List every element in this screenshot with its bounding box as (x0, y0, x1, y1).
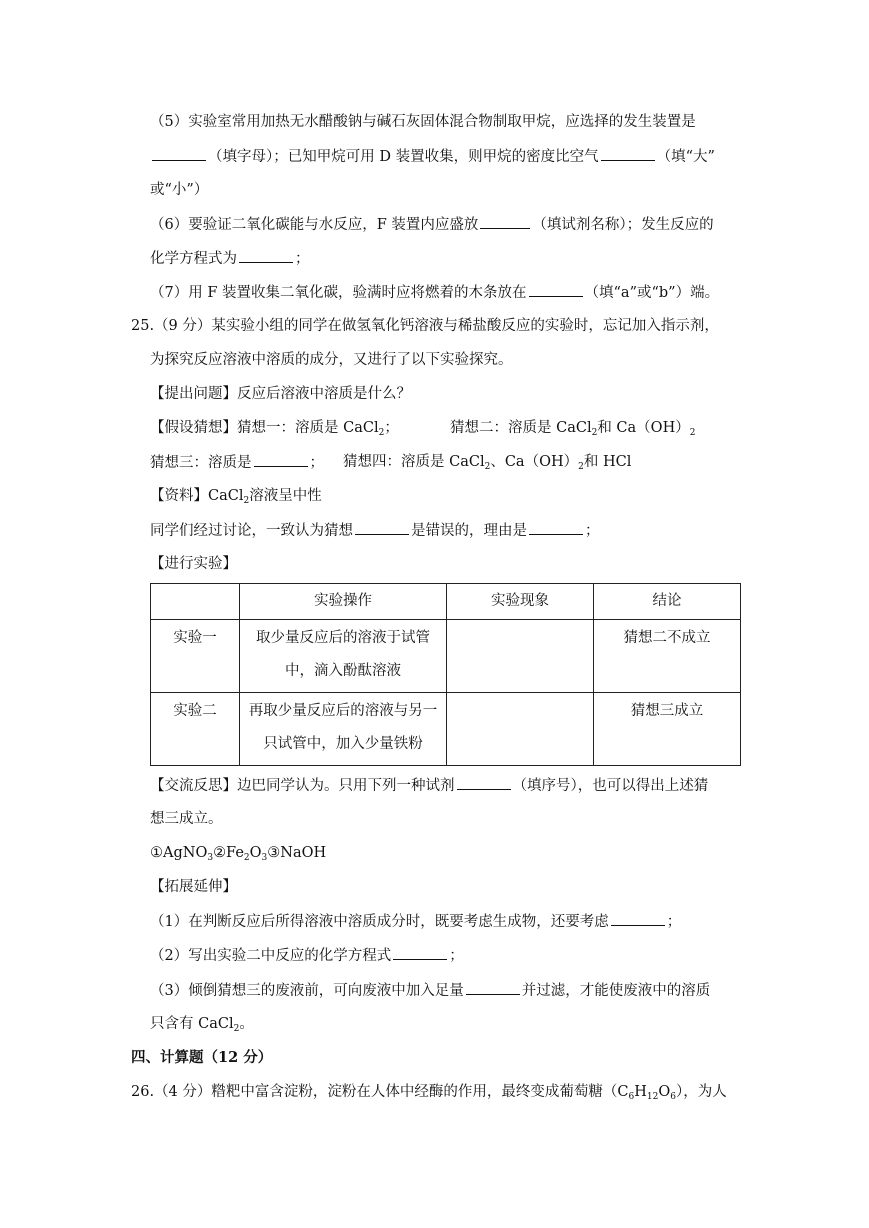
table-header-cell: 实验现象 (447, 584, 594, 620)
q25-options: $①AgNO_3②Fe_2O_3③NaOH$ (150, 845, 327, 863)
table-cell-operation: 取少量反应后的溶液于试管 中，滴入酚酞溶液 (240, 620, 447, 693)
table-header-cell: 实验操作 (240, 584, 447, 620)
q25-extension-3-line2: 只含有 CaCl$_2$。 (150, 1016, 254, 1034)
q26-title: 26.（4 分）糌粑中富含淀粉，淀粉在人体中经酶的作用，最终变成葡萄糖$(C_6H_{12}O_6)$，为人 (131, 1084, 727, 1102)
q24-part6-line1: （6）要验证二氧化碳能与水反应，F 装置内应盛放 （填试剂名称）；发生反应的 (150, 214, 714, 235)
table-header-row (151, 584, 741, 620)
q25-title-line2: 为探究反应溶液中溶质的成分，又进行了以下实验探究。 (150, 352, 513, 368)
q25-extension-2: （2）写出实验二中反应的化学方程式 ； (150, 945, 464, 966)
answer-blank (466, 980, 520, 995)
answer-blank (457, 775, 511, 790)
q25-discussion: 同学们经过讨论，一致认为猜想 是错误的，理由是 ； (150, 520, 600, 541)
answer-blank (529, 282, 583, 297)
section-heading: 四、计算题（12 分） (131, 1049, 273, 1066)
q25-experiment-heading: 【进行实验】 (150, 556, 237, 572)
q25-reflection-line1: 【交流反思】边巴同学认为。只用下列一种试剂 （填序号），也可以得出上述猜 (150, 775, 708, 796)
answer-blank (480, 214, 530, 229)
q24-part7: （7）用 F 装置收集二氧化碳，验满时应将燃着的木条放在 （填“a”或“b”）端。 (150, 282, 719, 303)
table-header-cell (151, 584, 240, 620)
answer-blank (611, 911, 665, 926)
answer-blank (601, 146, 655, 161)
table-cell-phenomenon (447, 693, 594, 766)
q24-part5-line2: （填字母）；已知甲烷可用 D 装置收集，则甲烷的密度比空气 （填“大” (150, 146, 715, 167)
table-cell-experiment: 实验二 (151, 693, 240, 766)
table-cell-experiment: 实验一 (151, 620, 240, 693)
answer-blank (355, 520, 409, 535)
experiment-table (150, 583, 741, 766)
q25-reflection-line2: 想三成立。 (150, 811, 223, 827)
answer-blank (239, 248, 293, 263)
answer-blank (152, 146, 206, 161)
answer-blank (529, 520, 583, 535)
q25-extension-3-line1: （3）倾倒猜想三的废液前，可向废液中加入足量 并过滤，才能使废液中的溶质 (150, 980, 710, 1001)
answer-blank (254, 452, 308, 467)
q25-extension-1: （1）在判断反应后所得溶液中溶质成分时，既要考虑生成物，还要考虑 ； (150, 911, 681, 932)
table-row (151, 693, 741, 766)
table-cell-operation: 再取少量反应后的溶液与另一 只试管中，加入少量铁粉 (240, 693, 447, 766)
q25-hypothesis-4: 猜想四：溶质是 CaCl$_2$、$Ca(OH)_2$和 HCl (343, 454, 632, 472)
q24-part5-line3: 或“小”） (150, 182, 209, 198)
q25-hypothesis-1: 【假设猜想】猜想一：溶质是 CaCl$_2$； (150, 420, 399, 438)
q25-info: 【资料】CaCl$_2$溶液呈中性 (150, 488, 322, 506)
q24-part5-line1: （5）实验室常用加热无水醋酸钠与碱石灰固体混合物制取甲烷，应选择的发生装置是 (150, 114, 696, 130)
table-row (151, 620, 741, 693)
q25-hypothesis-3: 猜想三：溶质是 ； (150, 452, 324, 473)
answer-blank (393, 945, 447, 960)
table-cell-conclusion: 猜想二不成立 (594, 620, 741, 693)
q25-title-line1: 25.（9 分）某实验小组的同学在做氢氧化钙溶液与稀盐酸反应的实验时，忘记加入指示剂， (131, 318, 719, 334)
q24-part6-line2: 化学方程式为 ； (150, 248, 310, 269)
q25-question: 【提出问题】反应后溶液中溶质是什么？ (150, 386, 411, 402)
q25-extension-heading: 【拓展延伸】 (150, 879, 237, 895)
table-cell-conclusion: 猜想三成立 (594, 693, 741, 766)
table-cell-phenomenon (447, 620, 594, 693)
q25-hypothesis-2: 猜想二：溶质是 CaCl$_2$和 $Ca(OH)_2$ (450, 420, 696, 438)
table-header-cell: 结论 (594, 584, 741, 620)
